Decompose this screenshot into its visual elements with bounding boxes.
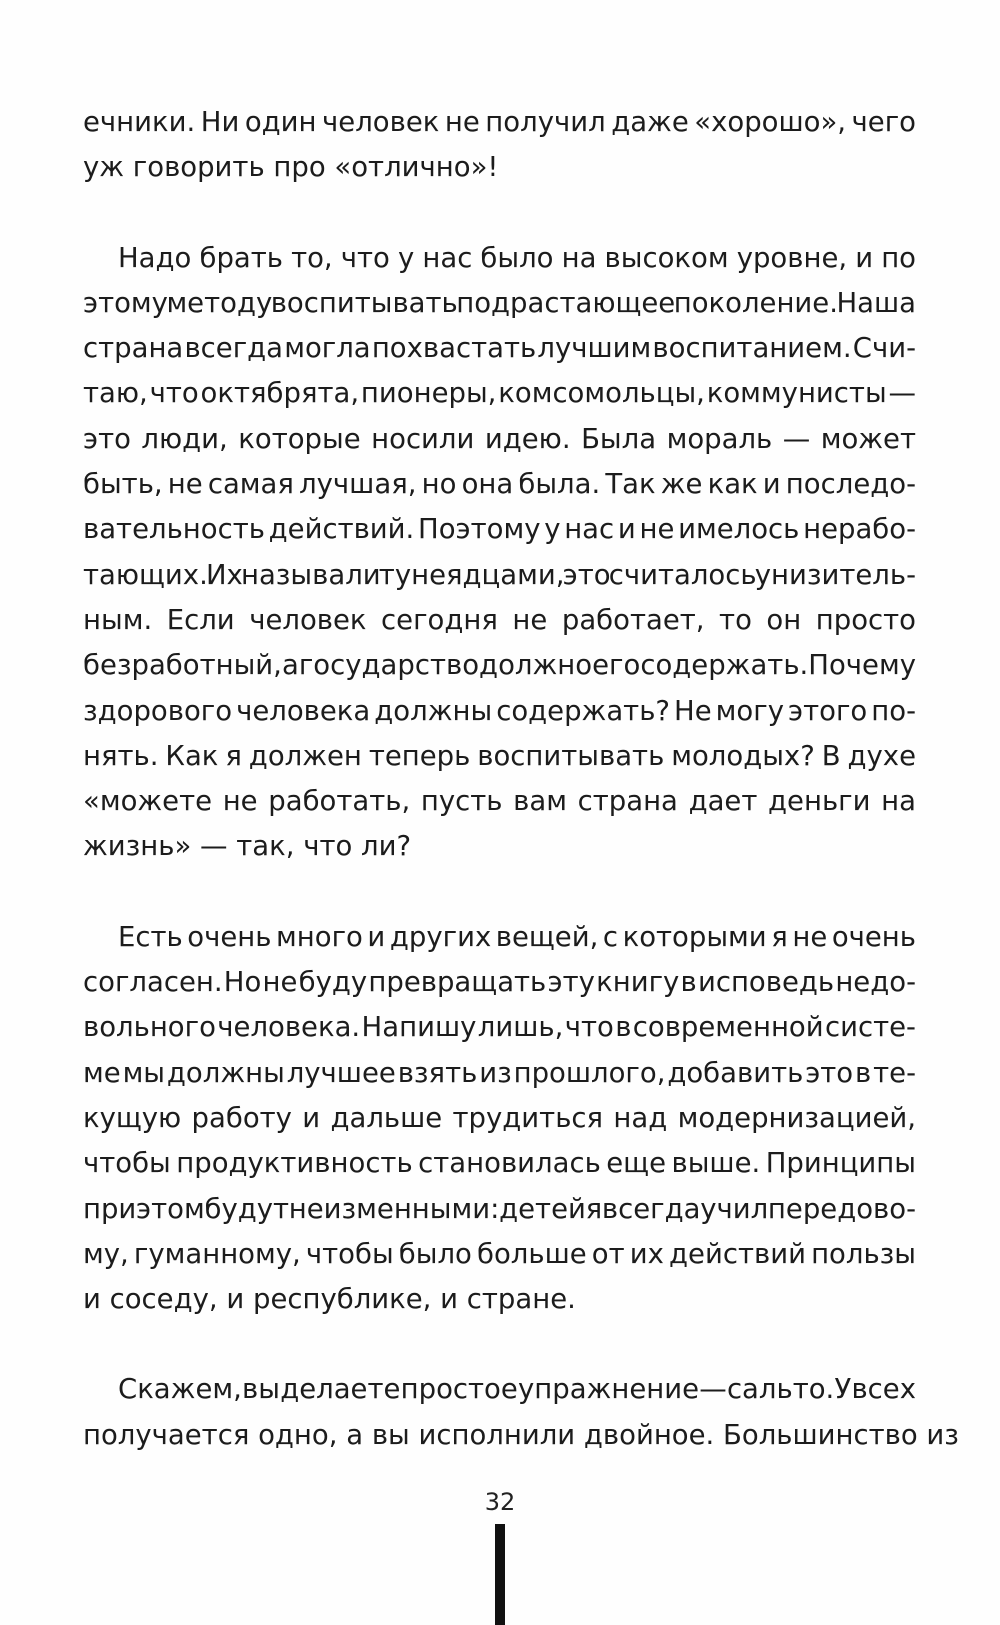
text-line: при этом будут неизменными: детей я всегда учил передово- (83, 1192, 916, 1225)
text-line: Надо брать то, что у нас было на высоком уровне, и по (118, 241, 916, 274)
text-line: тающих. Их называли тунеядцами, это считалось унизитель- (83, 558, 916, 591)
text-line: жизнь» — так, что ли? (83, 830, 412, 863)
text-line: это люди, которые носили идею. Была мораль — может (83, 422, 916, 455)
text-line: Скажем, вы делаете простое упражнение — сальто. У всех (118, 1373, 916, 1406)
text-line: «можете не работать, пусть вам страна дает деньги на (83, 785, 916, 818)
text-line: и соседу, и республике, и стране. (83, 1283, 576, 1316)
text-line: му, гуманному, чтобы было больше от их действий пользы (83, 1237, 916, 1270)
text-line: ме мы должны лучшее взять из прошлого, добавить это в те- (83, 1056, 916, 1089)
paragraph-spacer (83, 1322, 916, 1367)
text-line: нять. Как я должен теперь воспитывать молодых? В духе (83, 739, 916, 772)
paragraph-1 (83, 100, 916, 191)
text-line: быть, не самая лучшая, но она была. Так же как и последо- (83, 468, 916, 501)
text-line: здорового человека должны содержать? Не могу этого по- (83, 694, 916, 727)
text-line: ечники. Ни один человек не получил даже «хорошо», чего (83, 106, 916, 138)
text-line: таю, что октябрята, пионеры, комсомольцы, коммунисты — (83, 377, 916, 410)
text-line: этому методу воспитывать подрастающее поколение. Наша (83, 286, 916, 319)
text-line: вольного человека. Напишу лишь, что в современной систе- (83, 1011, 916, 1044)
paragraph-3 (83, 915, 916, 1323)
text-line: получается одно, а вы исполнили двойное. Большинство из (83, 1418, 959, 1451)
paragraph-spacer (83, 870, 916, 915)
paragraph-2 (83, 236, 916, 870)
text-line: вательность действий. Поэтому у нас и не имелось нерабо- (83, 513, 916, 546)
text-line: кущую работу и дальше трудиться над модернизацией, (83, 1101, 916, 1134)
bottom-rule (495, 1524, 505, 1625)
text-line: страна всегда могла похвастать лучшим воспитанием. Счи- (83, 332, 916, 365)
text-line: ным. Если человек сегодня не работает, то он просто (83, 603, 916, 636)
text-line: уж говорить про «отлично»! (83, 151, 499, 184)
page-number: 32 (484, 1488, 516, 1516)
text-line: согласен. Но не буду превращать эту книгу в исповедь недо- (83, 966, 916, 999)
paragraph-4 (83, 1367, 959, 1458)
body-text (83, 100, 959, 1458)
text-line: безработный, а государство должно его содержать. Почему (83, 649, 916, 682)
text-line: Есть очень много и других вещей, с которыми я не очень (118, 920, 916, 953)
paragraph-spacer (83, 191, 916, 236)
text-line: чтобы продуктивность становилась еще выше. Принципы (83, 1147, 916, 1180)
